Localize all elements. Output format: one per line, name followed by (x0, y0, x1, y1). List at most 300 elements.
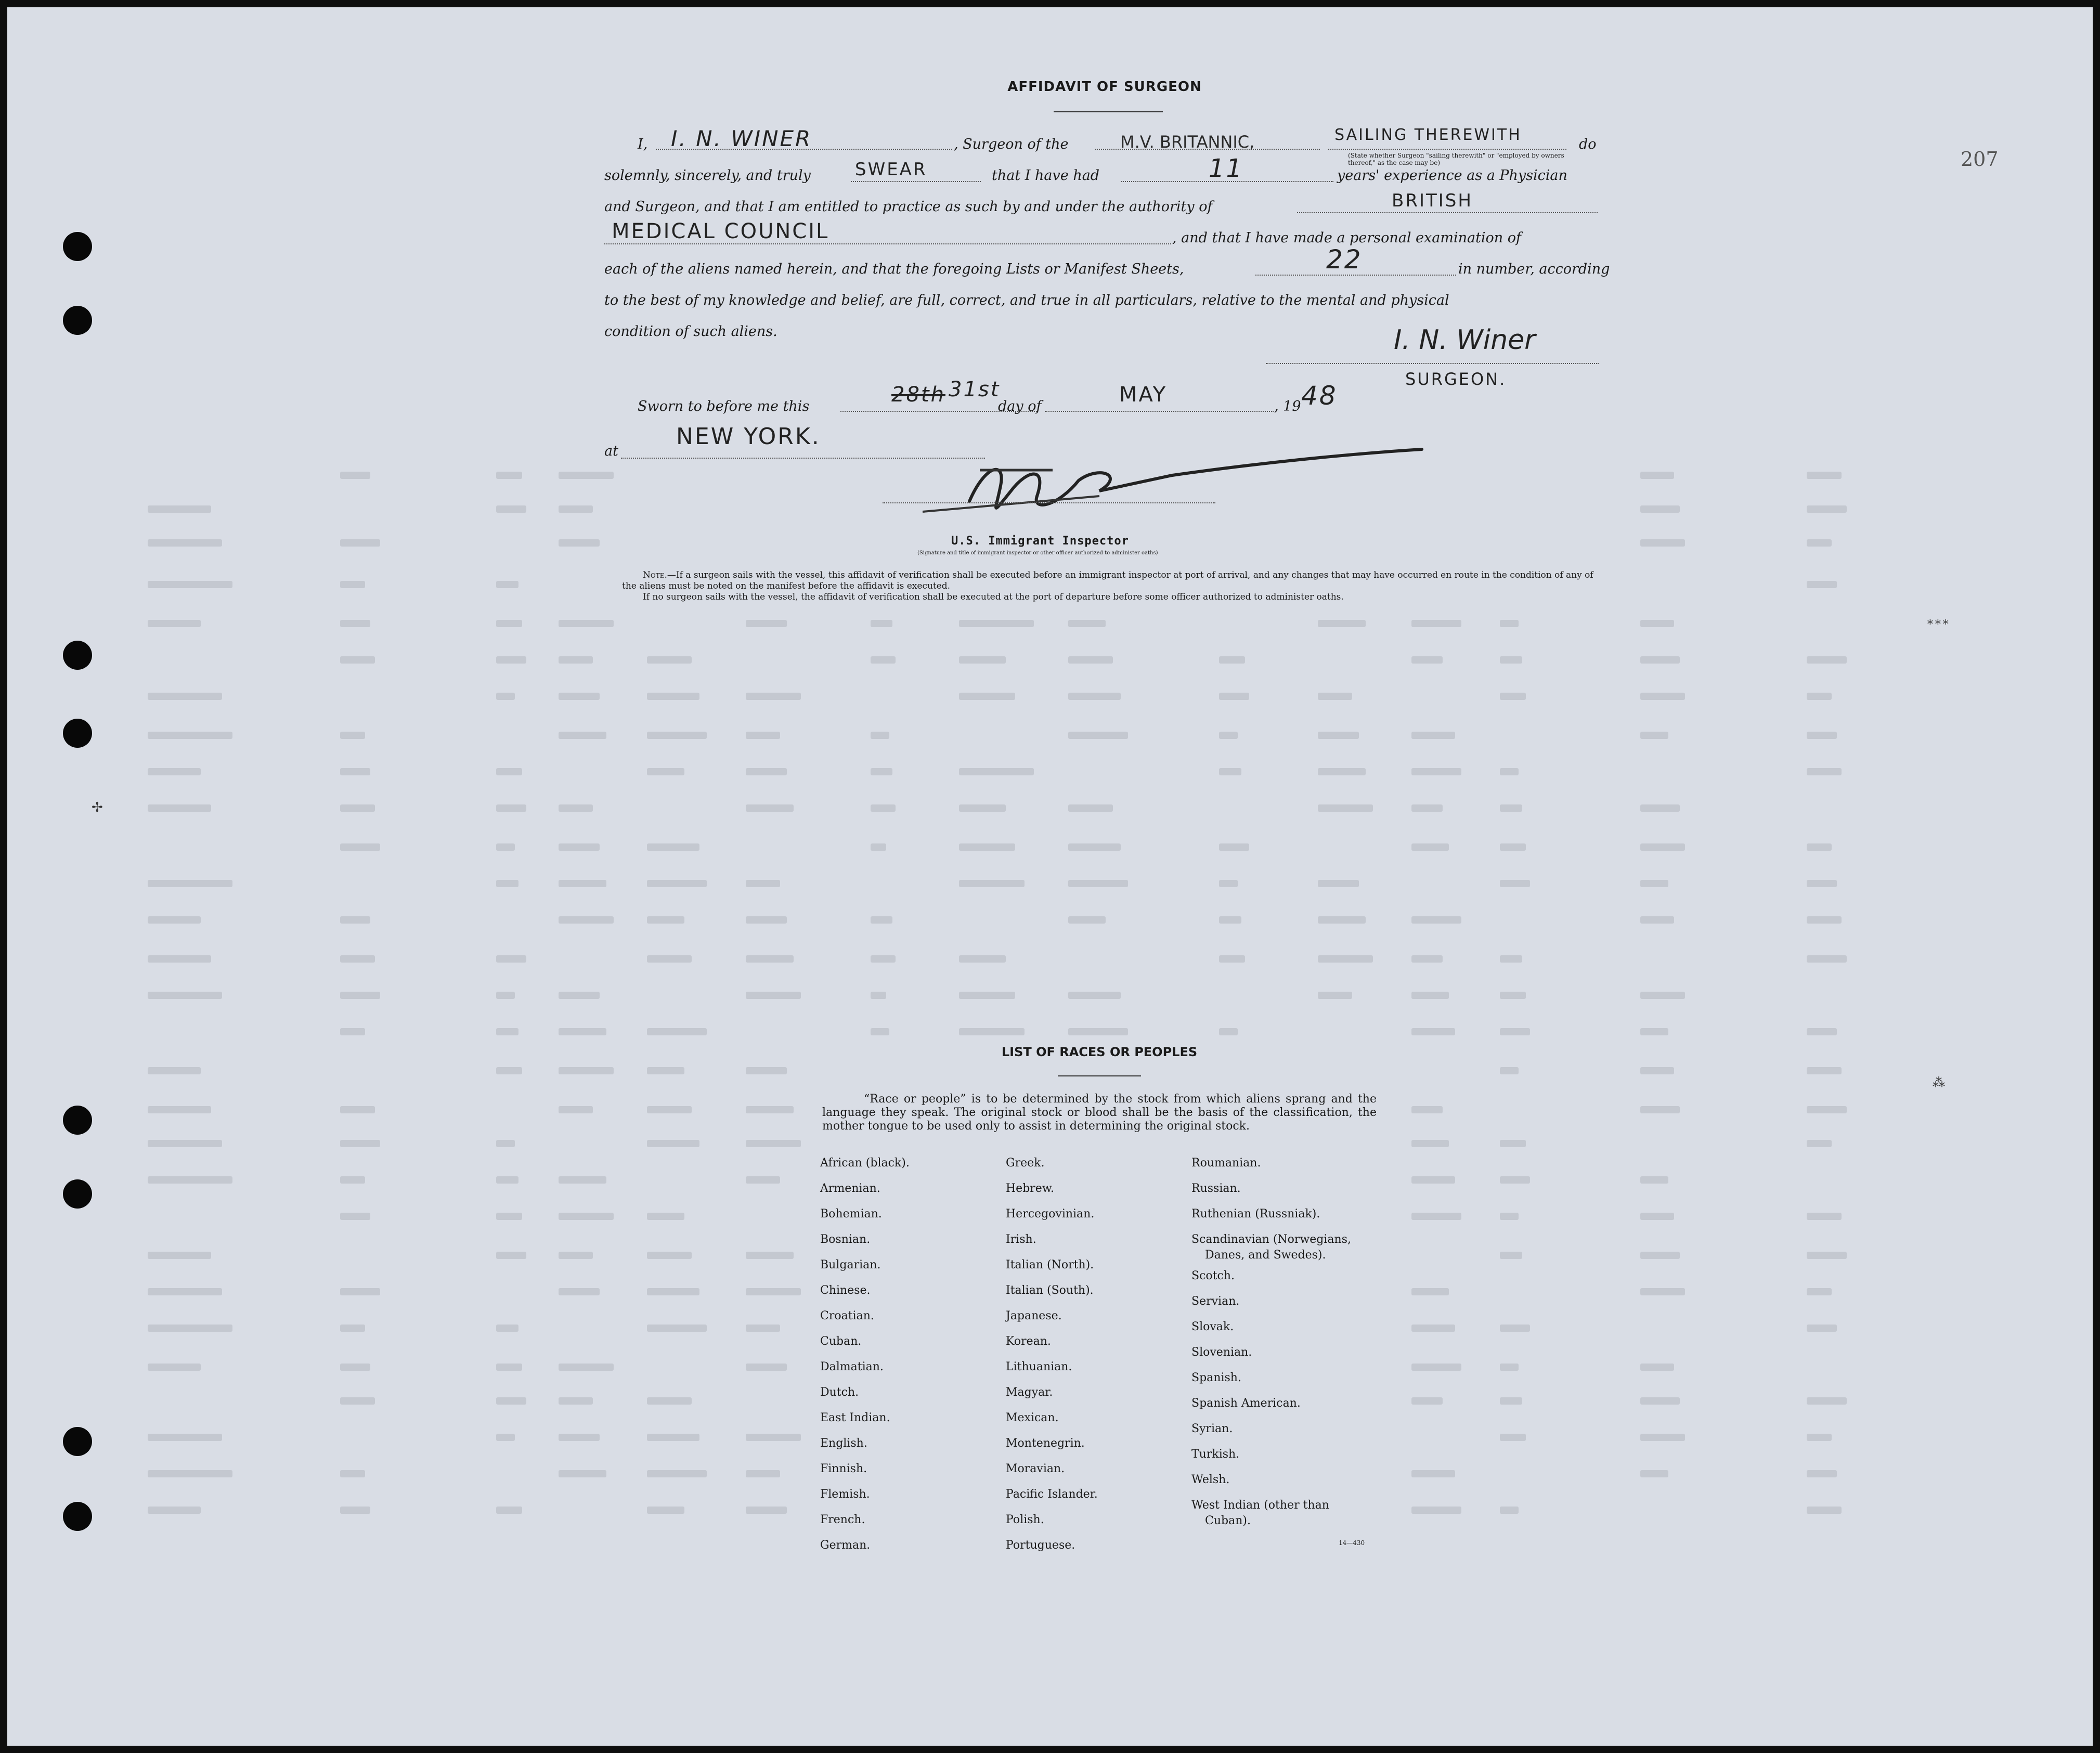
race-item: Spanish American. (1191, 1397, 1301, 1410)
ghost-text (496, 992, 515, 999)
ghost-text (1807, 955, 1847, 963)
signature-title: SURGEON. (1405, 369, 1507, 389)
label-condition: condition of such aliens. (604, 323, 777, 340)
ghost-text (1500, 656, 1522, 664)
ghost-text (1411, 1364, 1461, 1371)
ghost-text (647, 1213, 684, 1220)
ghost-text (1411, 1140, 1449, 1147)
ghost-text (340, 916, 370, 924)
ghost-text (647, 880, 707, 887)
ghost-text (1219, 916, 1241, 924)
ghost-text (559, 1470, 606, 1477)
ghost-text (148, 1140, 222, 1147)
affidavit-title: AFFIDAVIT OF SURGEON (1007, 79, 1202, 95)
ghost-text (340, 768, 370, 775)
manifest-sheets: 22 (1326, 244, 1363, 275)
ghost-text (1411, 1213, 1461, 1220)
inspector-signature (881, 444, 1432, 522)
ghost-text (1068, 656, 1113, 664)
ghost-text (1640, 880, 1668, 887)
label-years-experience: years' experience as a Physician (1337, 167, 1567, 184)
label-each: each of the aliens named herein, and that the foregoing Lists or Manifest Sheets, (604, 261, 1184, 277)
ghost-text (1411, 1028, 1455, 1035)
ghost-text (746, 732, 780, 739)
ghost-text (496, 1507, 522, 1514)
race-item: Pacific Islander. (1006, 1488, 1098, 1501)
ghost-text (340, 1140, 380, 1147)
ghost-row (7, 725, 2093, 746)
label-at: at (604, 443, 618, 459)
ghost-text (559, 693, 600, 700)
ghost-text (647, 656, 692, 664)
ghost-text (1807, 539, 1832, 547)
label-year: , 19 (1274, 398, 1301, 414)
ghost-text (559, 1252, 593, 1259)
ghost-text (148, 916, 201, 924)
ghost-text (1500, 1325, 1530, 1332)
ghost-text (1807, 1252, 1847, 1259)
ghost-row (7, 761, 2093, 782)
ghost-text (1411, 1507, 1461, 1514)
ghost-text (871, 804, 896, 812)
ghost-text (559, 505, 593, 513)
label-surgeon-of: , Surgeon of the (954, 136, 1069, 152)
ghost-text (647, 1470, 707, 1477)
ghost-text (1807, 1288, 1832, 1295)
oath-word: SWEAR (855, 159, 927, 180)
ghost-text (1807, 732, 1837, 739)
ghost-text (959, 955, 1006, 963)
ghost-text (1500, 843, 1526, 851)
ghost-text (1219, 768, 1241, 775)
ghost-text (1640, 1288, 1685, 1295)
ghost-text (1640, 620, 1674, 627)
ghost-text (1500, 768, 1519, 775)
ghost-text (1807, 505, 1847, 513)
ghost-text (746, 1106, 794, 1113)
ghost-text (148, 992, 222, 999)
ghost-text (496, 1028, 518, 1035)
ghost-text (647, 693, 699, 700)
note-text-1: —If a surgeon sails with the vessel, this affidavit of verification shall be executed before an immigrant inspector at port of arrival, and any changes that may have occurred en route in the condition of any of the aliens must be noted on the manifest before the affidavit is executed. (622, 570, 1593, 591)
race-item: Hercegovinian. (1006, 1207, 1095, 1220)
ghost-text (746, 992, 801, 999)
ghost-text (1318, 880, 1359, 887)
ghost-text (1500, 1213, 1519, 1220)
ghost-text (647, 1288, 699, 1295)
ghost-text (746, 1434, 801, 1441)
ghost-text (1807, 1325, 1837, 1332)
oath-line (851, 181, 981, 182)
form-number: 14—430 (1339, 1539, 1365, 1547)
race-item: Roumanian. (1191, 1157, 1261, 1170)
ghost-text (746, 1140, 801, 1147)
race-item: Servian. (1191, 1295, 1240, 1308)
ghost-text (1500, 1364, 1519, 1371)
ghost-text (746, 880, 780, 887)
ghost-text (746, 693, 801, 700)
ghost-text (1500, 1176, 1530, 1184)
ghost-text (1640, 693, 1685, 700)
ghost-text (746, 620, 787, 627)
ghost-row (7, 1021, 2093, 1042)
ghost-text (647, 1140, 699, 1147)
ghost-text (148, 880, 232, 887)
ghost-text (340, 581, 365, 588)
ghost-text (559, 880, 606, 887)
race-item: Irish. (1006, 1233, 1036, 1246)
ghost-text (1807, 1028, 1837, 1035)
ghost-text (148, 581, 232, 588)
race-item: Danes, and Swedes). (1205, 1249, 1326, 1262)
ghost-text (1219, 1028, 1238, 1035)
ghost-text (1411, 768, 1461, 775)
folio-number: 207 (1961, 148, 1999, 171)
ghost-text (1068, 843, 1121, 851)
ghost-text (746, 1507, 787, 1514)
ghost-text (1411, 656, 1443, 664)
ghost-text (1411, 732, 1455, 739)
ghost-text (1640, 656, 1680, 664)
ghost-text (496, 1434, 515, 1441)
authority-2: MEDICAL COUNCIL (612, 219, 829, 243)
ghost-text (647, 1028, 707, 1035)
ghost-text (647, 732, 707, 739)
ghost-text (1068, 732, 1128, 739)
ghost-text (1807, 916, 1842, 924)
races-column-2 (1006, 1150, 1098, 1558)
ghost-text (1640, 916, 1674, 924)
ghost-text (959, 693, 1015, 700)
ghost-text (559, 992, 600, 999)
ghost-text (148, 620, 201, 627)
ghost-text (559, 1106, 593, 1113)
ghost-text (1318, 768, 1366, 775)
margin-mark: ⁂ (1933, 1075, 1945, 1090)
label-that-i-have-had: that I have had (992, 167, 1100, 184)
ghost-text (496, 1140, 515, 1147)
ghost-text (1219, 656, 1245, 664)
race-item: French. (820, 1513, 865, 1526)
races-title: LIST OF RACES OR PEOPLES (1001, 1045, 1198, 1059)
ghost-text (559, 1067, 614, 1074)
ghost-text (1640, 1397, 1680, 1405)
ghost-row (7, 949, 2093, 969)
race-item: Russian. (1191, 1182, 1241, 1195)
ghost-text (1807, 693, 1832, 700)
month: MAY (1119, 383, 1168, 407)
ghost-text (1807, 472, 1842, 479)
ghost-text (647, 1067, 684, 1074)
ghost-text (559, 539, 600, 547)
ghost-text (1500, 1397, 1522, 1405)
ghost-text (647, 1397, 692, 1405)
race-item: Spanish. (1191, 1371, 1241, 1384)
ghost-text (559, 843, 600, 851)
ghost-text (746, 804, 794, 812)
inspector-caption: (Signature and title of immigrant inspector or other officer authorized to administer oaths) (917, 550, 1158, 556)
race-item: Korean. (1006, 1335, 1051, 1348)
ghost-text (148, 693, 222, 700)
label-in-number: in number, according (1458, 261, 1610, 277)
ghost-text (496, 1325, 518, 1332)
ghost-text (340, 539, 380, 547)
inspector-title: U.S. Immigrant Inspector (951, 535, 1129, 548)
ghost-text (1318, 693, 1352, 700)
ghost-text (340, 1213, 370, 1220)
ghost-text (340, 1028, 365, 1035)
year: 48 (1301, 381, 1338, 411)
ghost-text (340, 804, 375, 812)
ghost-text (496, 581, 518, 588)
ghost-text (871, 1028, 889, 1035)
ghost-text (1807, 1106, 1847, 1113)
ghost-text (1807, 581, 1837, 588)
race-item: West Indian (other than (1191, 1499, 1329, 1512)
note-text-2: If no surgeon sails with the vessel, the affidavit of verification shall be executed at the port of departure before some officer authorized to administer oaths. (643, 592, 1344, 602)
place: NEW YORK. (676, 423, 821, 450)
race-item: East Indian. (820, 1411, 890, 1424)
ghost-text (148, 804, 211, 812)
ghost-text (647, 955, 692, 963)
races-title-rule (1058, 1075, 1141, 1076)
ghost-text (1640, 843, 1685, 851)
ghost-text (559, 620, 614, 627)
ghost-text (496, 880, 518, 887)
ghost-text (1219, 880, 1238, 887)
race-item: Italian (North). (1006, 1258, 1094, 1271)
ghost-text (496, 620, 522, 627)
race-item: Lithuanian. (1006, 1360, 1072, 1373)
ghost-text (1318, 620, 1366, 627)
ghost-text (1500, 955, 1522, 963)
race-item: Welsh. (1191, 1473, 1230, 1486)
race-item: Ruthenian (Russniak). (1191, 1207, 1320, 1220)
ghost-text (746, 1176, 780, 1184)
ghost-text (1807, 1470, 1837, 1477)
ghost-text (1640, 1252, 1680, 1259)
ghost-text (496, 1176, 518, 1184)
ghost-text (647, 843, 699, 851)
ghost-row (7, 1060, 2093, 1081)
ghost-text (1640, 1434, 1685, 1441)
ghost-text (559, 1288, 600, 1295)
authority-line-2 (604, 243, 1171, 244)
label-best-knowledge: to the best of my knowledge and belief, are full, correct, and true in all particulars, relative to the mental and physical (604, 292, 1449, 308)
ghost-row (7, 613, 2093, 634)
ghost-text (1640, 1176, 1668, 1184)
ghost-text (746, 916, 787, 924)
ghost-text (1411, 1106, 1443, 1113)
ghost-row (7, 798, 2093, 819)
ghost-text (1219, 843, 1249, 851)
label-sworn: Sworn to before me this (638, 398, 810, 414)
ghost-text (148, 1288, 222, 1295)
ghost-text (340, 472, 370, 479)
ghost-text (871, 732, 889, 739)
race-item: Magyar. (1006, 1386, 1053, 1399)
ghost-text (1640, 505, 1680, 513)
ghost-text (1411, 843, 1449, 851)
ghost-text (1807, 1140, 1832, 1147)
ghost-text (871, 955, 896, 963)
ghost-text (1318, 732, 1359, 739)
race-item: Greek. (1006, 1157, 1045, 1170)
ghost-text (1068, 1028, 1128, 1035)
ghost-text (1807, 1397, 1847, 1405)
ghost-text (148, 955, 211, 963)
signature-line (1266, 363, 1599, 364)
ghost-text (559, 1397, 593, 1405)
ghost-text (1640, 1364, 1674, 1371)
race-item: Slovak. (1191, 1320, 1234, 1333)
race-item: Armenian. (820, 1182, 880, 1195)
ghost-text (148, 1325, 232, 1332)
race-item: Scotch. (1191, 1269, 1235, 1282)
ghost-text (559, 656, 593, 664)
ghost-text (1411, 955, 1443, 963)
margin-mark: ✢ (92, 800, 103, 815)
ghost-text (746, 1067, 787, 1074)
ghost-text (1640, 1067, 1674, 1074)
title-rule (1054, 111, 1163, 112)
ghost-row (7, 650, 2093, 670)
ghost-text (1500, 880, 1530, 887)
ghost-text (559, 1028, 606, 1035)
ghost-text (746, 1288, 801, 1295)
ghost-text (1807, 843, 1832, 851)
ghost-text (340, 1106, 375, 1113)
race-item: Hebrew. (1006, 1182, 1055, 1195)
ghost-text (1411, 620, 1461, 627)
ghost-text (746, 1325, 780, 1332)
ghost-text (1411, 1397, 1443, 1405)
ghost-text (1640, 539, 1685, 547)
ghost-text (1411, 1288, 1449, 1295)
ghost-text (1500, 1067, 1519, 1074)
ghost-text (340, 992, 380, 999)
ghost-text (340, 1364, 370, 1371)
ghost-text (340, 620, 370, 627)
ghost-text (1500, 620, 1519, 627)
race-item: Cuban). (1205, 1514, 1251, 1527)
margin-mark: ∗∗∗ (1926, 616, 1950, 629)
ghost-text (1068, 804, 1113, 812)
ghost-text (496, 1397, 526, 1405)
ghost-text (559, 732, 606, 739)
race-item: Croatian. (820, 1309, 874, 1322)
affidavit-note (622, 570, 1600, 603)
ghost-text (496, 768, 522, 775)
ghost-text (1640, 472, 1674, 479)
ghost-text (746, 1470, 780, 1477)
ghost-text (148, 1470, 232, 1477)
authority-1: BRITISH (1392, 190, 1473, 211)
ghost-text (1068, 693, 1121, 700)
race-item: Bohemian. (820, 1207, 882, 1220)
ghost-text (559, 916, 614, 924)
ghost-text (148, 1067, 201, 1074)
ghost-text (1318, 804, 1373, 812)
ghost-text (148, 539, 222, 547)
label-i: I, (638, 136, 648, 152)
ghost-text (1068, 992, 1121, 999)
surgeon-status: SAILING THEREWITH (1334, 126, 1522, 144)
races-column-1 (820, 1150, 910, 1558)
day-struck: 28th (891, 383, 945, 407)
ghost-text (647, 916, 684, 924)
ghost-text (959, 768, 1034, 775)
ghost-text (340, 656, 375, 664)
status-line (1328, 149, 1566, 150)
ghost-text (340, 1176, 365, 1184)
ghost-text (1068, 916, 1106, 924)
ghost-text (1411, 804, 1443, 812)
label-and-surgeon: and Surgeon, and that I am entitled to practice as such by and under the authority of (604, 199, 1213, 215)
ghost-text (746, 1364, 787, 1371)
race-item: Moravian. (1006, 1462, 1065, 1475)
ghost-text (496, 1252, 526, 1259)
ghost-row (7, 873, 2093, 894)
race-item: Portuguese. (1006, 1539, 1075, 1552)
ghost-text (496, 843, 515, 851)
ghost-text (1640, 992, 1685, 999)
race-item: Bulgarian. (820, 1258, 881, 1271)
vessel-name: M.V. BRITANNIC, (1120, 132, 1255, 152)
ghost-text (959, 880, 1025, 887)
ghost-text (340, 1507, 370, 1514)
ghost-text (647, 1252, 692, 1259)
ghost-text (496, 804, 526, 812)
ghost-text (959, 804, 1006, 812)
ghost-text (1411, 1470, 1455, 1477)
ghost-text (148, 732, 232, 739)
label-solemnly: solemnly, sincerely, and truly (604, 167, 811, 184)
sheets-line (1255, 275, 1456, 276)
ghost-text (496, 1213, 522, 1220)
ghost-text (1807, 1434, 1832, 1441)
ghost-text (1219, 732, 1238, 739)
ghost-text (959, 620, 1034, 627)
ghost-text (1068, 620, 1106, 627)
inspector-line (883, 502, 1215, 503)
label-day-of: day of (998, 398, 1042, 414)
ghost-text (496, 505, 526, 513)
ghost-text (559, 1176, 606, 1184)
label-and-that: , and that I have made a personal examination of (1172, 230, 1522, 246)
ghost-row (7, 985, 2093, 1006)
ghost-text (1640, 1106, 1680, 1113)
ghost-text (871, 656, 896, 664)
race-item: Italian (South). (1006, 1284, 1094, 1297)
ghost-text (340, 1325, 365, 1332)
ghost-text (871, 992, 886, 999)
ghost-text (559, 1434, 600, 1441)
ghost-text (1640, 732, 1668, 739)
ghost-text (871, 843, 886, 851)
ghost-text (148, 505, 211, 513)
ghost-text (959, 992, 1015, 999)
ghost-text (1411, 916, 1461, 924)
ghost-text (148, 1176, 232, 1184)
ghost-text (1807, 1067, 1842, 1074)
ghost-text (559, 472, 614, 479)
race-item: Scandinavian (Norwegians, (1191, 1233, 1351, 1246)
ghost-text (959, 656, 1006, 664)
ghost-text (1500, 1140, 1526, 1147)
races-column-3 (1191, 1150, 1351, 1529)
authority-line-1 (1297, 212, 1598, 213)
